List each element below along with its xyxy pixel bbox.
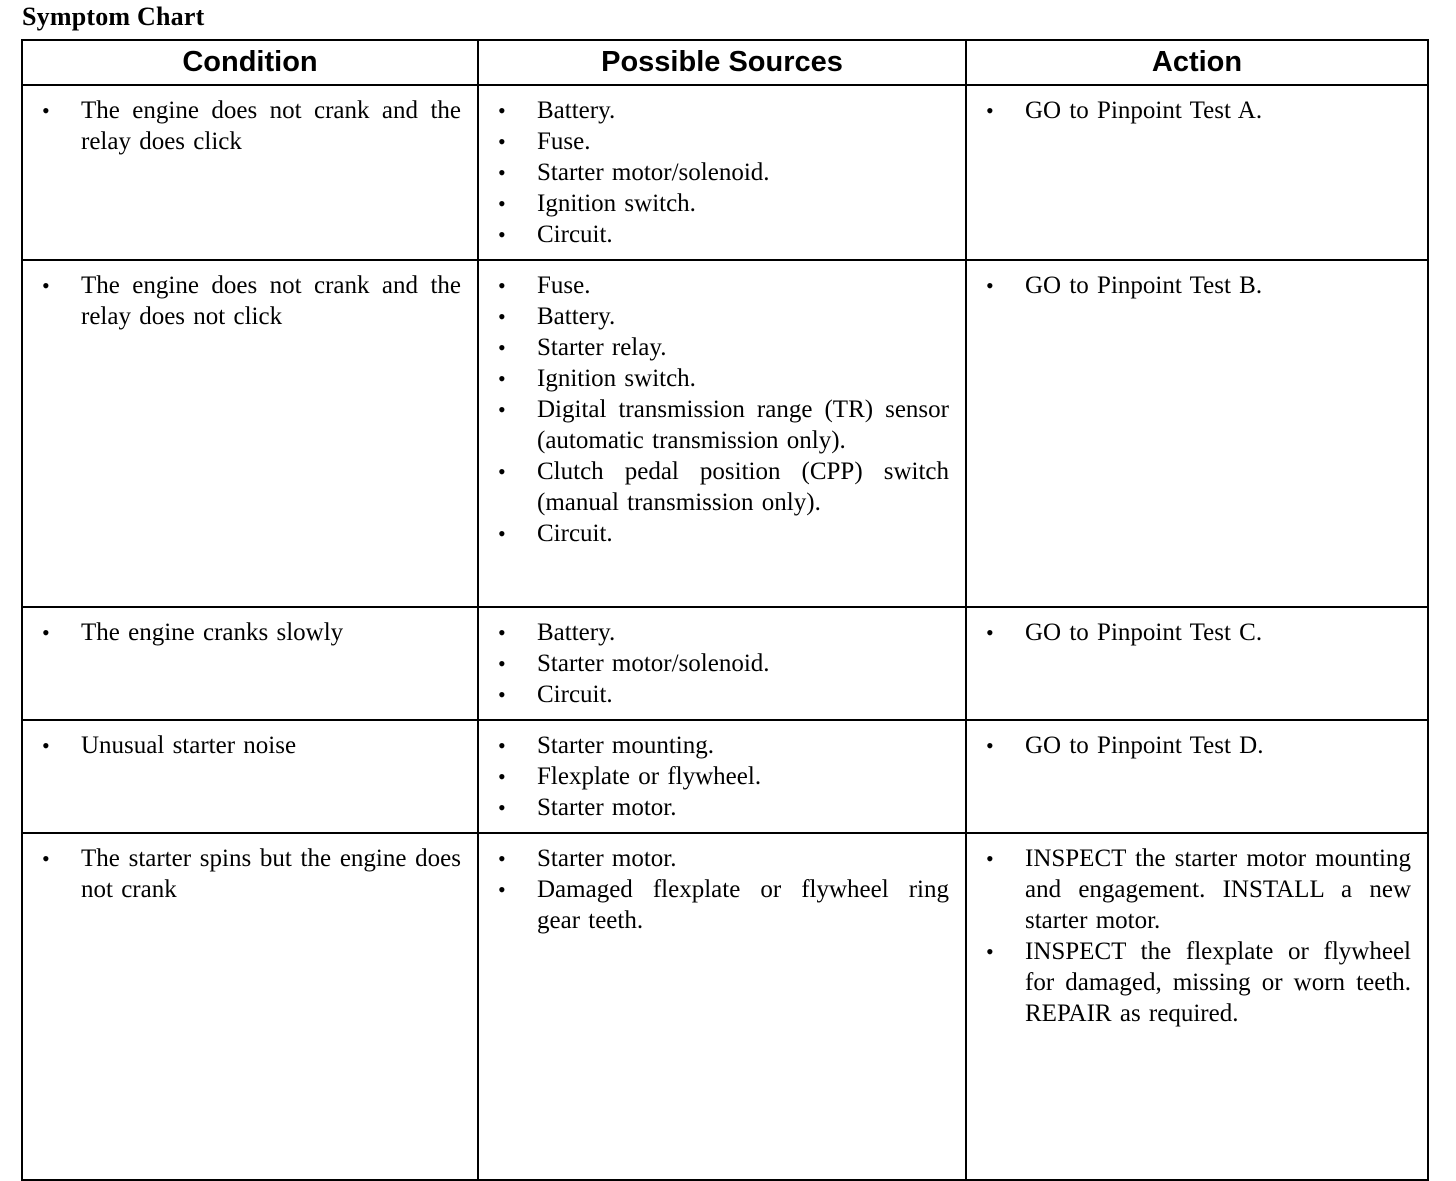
list-item bbox=[967, 730, 1427, 761]
possible-sources-cell bbox=[478, 260, 966, 607]
list-item-text: The engine does not crank and the relay does click bbox=[81, 97, 461, 155]
list-item-text: Battery. bbox=[537, 97, 616, 124]
list-item bbox=[23, 270, 477, 332]
list-item bbox=[479, 792, 965, 823]
list-item-text: Circuit. bbox=[537, 221, 613, 248]
list-item bbox=[479, 874, 965, 936]
list-item-text: GO to Pinpoint Test B. bbox=[1025, 272, 1263, 299]
bullet-icon: • bbox=[986, 98, 994, 123]
list-item-text: GO to Pinpoint Test C. bbox=[1025, 619, 1263, 646]
bullet-icon: • bbox=[498, 160, 506, 185]
bullet-icon: • bbox=[42, 98, 50, 123]
list-item bbox=[967, 936, 1427, 1029]
list-item-text: Starter motor/solenoid. bbox=[537, 650, 770, 677]
list-item bbox=[479, 126, 965, 157]
symptom-chart-table bbox=[21, 39, 1429, 1181]
list-item bbox=[967, 843, 1427, 936]
table-row bbox=[22, 720, 1428, 833]
bullet-icon: • bbox=[498, 129, 506, 154]
list-item bbox=[479, 617, 965, 648]
list-item-text: INSPECT the flexplate or flywheel for damaged, missing or worn teeth. REPAIR as required. bbox=[1025, 938, 1411, 1027]
bullet-icon: • bbox=[42, 273, 50, 298]
list-item bbox=[23, 730, 477, 761]
possible-sources-cell bbox=[478, 607, 966, 720]
bullet-icon: • bbox=[986, 846, 994, 871]
list-item bbox=[479, 394, 965, 456]
list-item bbox=[479, 761, 965, 792]
list-item bbox=[479, 456, 965, 518]
bullet-icon: • bbox=[498, 877, 506, 902]
bullet-icon: • bbox=[986, 273, 994, 298]
condition-cell bbox=[22, 260, 478, 607]
list-item-text: Battery. bbox=[537, 303, 616, 330]
list-item bbox=[23, 617, 477, 648]
list-item bbox=[479, 188, 965, 219]
bullet-icon: • bbox=[498, 846, 506, 871]
list-item bbox=[967, 617, 1427, 648]
bullet-icon: • bbox=[498, 273, 506, 298]
list-item bbox=[479, 363, 965, 394]
list-item-text: The engine does not crank and the relay does not click bbox=[81, 272, 461, 330]
bullet-icon: • bbox=[498, 366, 506, 391]
condition-cell bbox=[22, 720, 478, 833]
condition-cell bbox=[22, 607, 478, 720]
list-item-text: Circuit. bbox=[537, 520, 613, 547]
list-item bbox=[479, 843, 965, 874]
list-item-text: The starter spins but the engine does not crank bbox=[81, 845, 461, 903]
possible-sources-cell bbox=[478, 833, 966, 1180]
list-item-text: Starter mounting. bbox=[537, 732, 714, 759]
possible-sources-cell bbox=[478, 85, 966, 260]
list-item-text: Flexplate or flywheel. bbox=[537, 763, 762, 790]
bullet-icon: • bbox=[498, 764, 506, 789]
list-item-text: Starter motor. bbox=[537, 845, 677, 872]
column-header-possible-sources: Possible Sources bbox=[478, 40, 966, 85]
list-item-text: Ignition switch. bbox=[537, 365, 696, 392]
table-row bbox=[22, 833, 1428, 1180]
list-item-text: Fuse. bbox=[537, 272, 591, 299]
bullet-icon: • bbox=[498, 620, 506, 645]
bullet-icon: • bbox=[498, 795, 506, 820]
bullet-icon: • bbox=[498, 521, 506, 546]
bullet-icon: • bbox=[498, 304, 506, 329]
possible-sources-cell bbox=[478, 720, 966, 833]
table-header-row bbox=[22, 40, 1428, 85]
list-item-text: The engine cranks slowly bbox=[81, 619, 344, 646]
column-header-condition: Condition bbox=[22, 40, 478, 85]
list-item-text: Digital transmission range (TR) sensor (automatic transmission only). bbox=[537, 396, 949, 454]
list-item bbox=[967, 95, 1427, 126]
list-item-text: GO to Pinpoint Test A. bbox=[1025, 97, 1263, 124]
list-item-text: Ignition switch. bbox=[537, 190, 696, 217]
bullet-icon: • bbox=[42, 620, 50, 645]
bullet-icon: • bbox=[498, 733, 506, 758]
list-item bbox=[23, 95, 477, 157]
list-item-text: Damaged flexplate or flywheel ring gear teeth. bbox=[537, 876, 949, 934]
bullet-icon: • bbox=[42, 733, 50, 758]
list-item bbox=[23, 843, 477, 905]
action-cell bbox=[966, 85, 1428, 260]
bullet-icon: • bbox=[498, 191, 506, 216]
condition-cell bbox=[22, 85, 478, 260]
list-item-text: GO to Pinpoint Test D. bbox=[1025, 732, 1264, 759]
action-cell bbox=[966, 260, 1428, 607]
condition-cell bbox=[22, 833, 478, 1180]
action-cell bbox=[966, 720, 1428, 833]
list-item bbox=[479, 301, 965, 332]
list-item-text: INSPECT the starter motor mounting and engagement. INSTALL a new starter motor. bbox=[1025, 845, 1411, 934]
list-item-text: Starter motor. bbox=[537, 794, 677, 821]
bullet-icon: • bbox=[42, 846, 50, 871]
list-item bbox=[479, 95, 965, 126]
bullet-icon: • bbox=[498, 222, 506, 247]
list-item bbox=[479, 270, 965, 301]
list-item bbox=[479, 679, 965, 710]
list-item bbox=[479, 219, 965, 250]
list-item-text: Fuse. bbox=[537, 128, 591, 155]
list-item-text: Unusual starter noise bbox=[81, 732, 297, 759]
list-item bbox=[479, 518, 965, 549]
bullet-icon: • bbox=[498, 397, 506, 422]
table-row bbox=[22, 260, 1428, 607]
bullet-icon: • bbox=[498, 459, 506, 484]
bullet-icon: • bbox=[498, 98, 506, 123]
list-item bbox=[479, 157, 965, 188]
list-item bbox=[479, 648, 965, 679]
list-item bbox=[479, 730, 965, 761]
bullet-icon: • bbox=[498, 651, 506, 676]
list-item-text: Circuit. bbox=[537, 681, 613, 708]
list-item bbox=[967, 270, 1427, 301]
list-item-text: Starter relay. bbox=[537, 334, 667, 361]
list-item bbox=[479, 332, 965, 363]
bullet-icon: • bbox=[498, 682, 506, 707]
page-title: Symptom Chart bbox=[22, 2, 205, 31]
action-cell bbox=[966, 607, 1428, 720]
list-item-text: Battery. bbox=[537, 619, 616, 646]
bullet-icon: • bbox=[498, 335, 506, 360]
list-item-text: Starter motor/solenoid. bbox=[537, 159, 770, 186]
action-cell bbox=[966, 833, 1428, 1180]
bullet-icon: • bbox=[986, 939, 994, 964]
column-header-action: Action bbox=[966, 40, 1428, 85]
table-row bbox=[22, 607, 1428, 720]
list-item-text: Clutch pedal position (CPP) switch (manual transmission only). bbox=[537, 458, 949, 516]
bullet-icon: • bbox=[986, 733, 994, 758]
table-row bbox=[22, 85, 1428, 260]
bullet-icon: • bbox=[986, 620, 994, 645]
